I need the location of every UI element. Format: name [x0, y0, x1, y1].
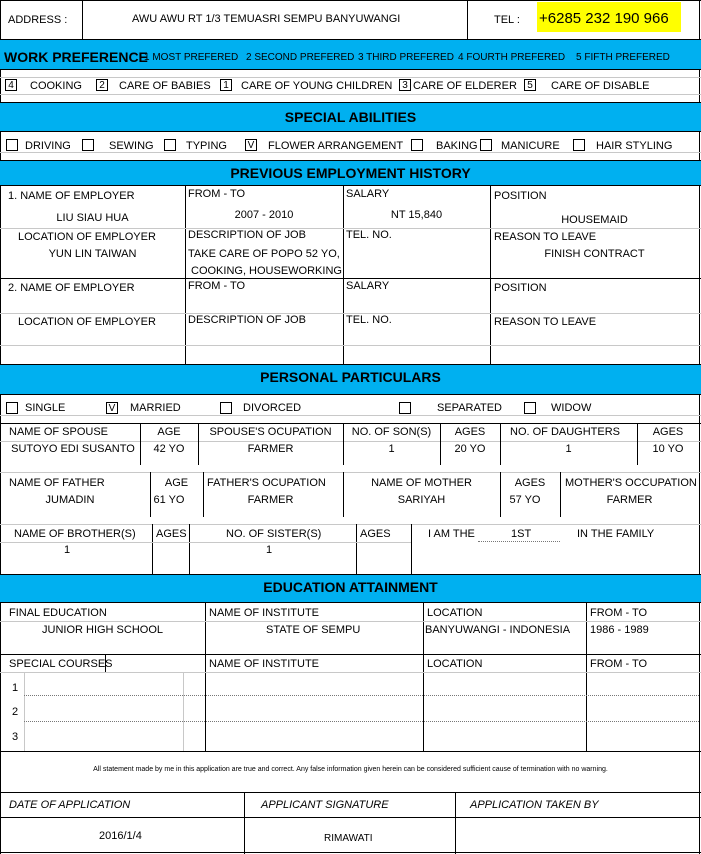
- h-position1: POSITION: [494, 190, 547, 202]
- h-mother: NAME OF MOTHER: [371, 477, 472, 489]
- divorced-checkbox[interactable]: [220, 402, 232, 414]
- from-to1-value: 2007 - 2010: [234, 209, 294, 221]
- father-age-value: 61 YO: [153, 494, 185, 506]
- spouse-age-value: 42 YO: [153, 443, 185, 455]
- legend-4: 4 FOURTH PREFERED: [458, 52, 566, 63]
- h-date: DATE OF APPLICATION: [9, 799, 131, 811]
- legend-3: 3 THIRD PREFERED: [358, 52, 454, 63]
- daughters-ages-value: 10 YO: [652, 443, 684, 455]
- location1-value: YUN LIN TAIWAN: [48, 248, 137, 260]
- typing-checkbox[interactable]: [164, 139, 176, 151]
- h-location1: LOCATION: [427, 607, 483, 619]
- pref-disable-box[interactable]: 5: [524, 79, 536, 91]
- flower-checkbox[interactable]: V: [245, 139, 257, 151]
- pref-children-box[interactable]: 1: [220, 79, 232, 91]
- from-to-edu-value: 1986 - 1989: [590, 624, 649, 636]
- brothers-value: 1: [64, 544, 71, 556]
- h-location2: LOCATION OF EMPLOYER: [18, 316, 156, 328]
- single-checkbox[interactable]: [6, 402, 18, 414]
- h-daughters-ages: AGES: [652, 426, 684, 438]
- salary1-value: NT 15,840: [390, 209, 443, 221]
- h-final-education: FINAL EDUCATION: [9, 607, 107, 619]
- course-row-2: 2: [12, 706, 19, 718]
- pref-cooking-label: COOKING: [30, 80, 82, 92]
- h-location1: LOCATION OF EMPLOYER: [18, 231, 156, 243]
- typing-label: TYPING: [186, 140, 227, 152]
- h-reason2: REASON TO LEAVE: [494, 316, 597, 328]
- sons-value: 1: [388, 443, 395, 455]
- hair-checkbox[interactable]: [573, 139, 585, 151]
- widow-checkbox[interactable]: [524, 402, 536, 414]
- manicure-checkbox[interactable]: [480, 139, 492, 151]
- h-tel2: TEL. NO.: [346, 314, 392, 326]
- course-row-1: 1: [12, 682, 19, 694]
- baking-checkbox[interactable]: [411, 139, 423, 151]
- h-from-to-edu1: FROM - TO: [590, 607, 648, 619]
- address-value: AWU AWU RT 1/3 TEMUASRI SEMPU BANYUWANGI: [132, 13, 401, 25]
- h-sons: NO. OF SON(S): [351, 426, 432, 438]
- pref-babies-label: CARE OF BABIES: [119, 80, 211, 92]
- h-salary1: SALARY: [346, 188, 390, 200]
- separated-label: SEPARATED: [437, 402, 502, 414]
- signature-value: RIMAWATI: [324, 833, 373, 844]
- legend-5: 5 FIFTH PREFERED: [576, 52, 670, 63]
- single-label: SINGLE: [25, 402, 66, 414]
- driving-label: DRIVING: [25, 140, 71, 152]
- h-father-occ: FATHER'S OCUPATION: [207, 477, 326, 489]
- sewing-label: SEWING: [109, 140, 154, 152]
- pref-babies-box[interactable]: 2: [96, 79, 108, 91]
- statement-text: All statement made by me in this application are true and correct. Any false information given herein can be considered sufficient cause of termination with no warning.: [93, 766, 608, 773]
- pref-elderer-box[interactable]: 3: [399, 79, 411, 91]
- h-from-to2: FROM - TO: [188, 280, 246, 292]
- h-brothers-ages: AGES: [156, 528, 187, 540]
- reason1-value: FINISH CONTRACT: [544, 248, 645, 260]
- father-occ-value: FARMER: [247, 494, 294, 506]
- pref-disable-label: CARE OF DISABLE: [551, 80, 650, 92]
- married-checkbox[interactable]: V: [106, 402, 118, 414]
- sewing-checkbox[interactable]: [82, 139, 94, 151]
- employer1-value: LIU SIAU HUA: [56, 212, 129, 224]
- desc1-line2: COOKING, HOUSEWORKING: [191, 265, 342, 277]
- special-abilities-title: SPECIAL ABILITIES: [284, 109, 417, 125]
- family-position-value: 1ST: [511, 528, 532, 540]
- legend-1: 1 MOST PREFERED: [144, 52, 239, 63]
- h-tel1: TEL. NO.: [346, 229, 392, 241]
- location-value: BANYUWANGI - INDONESIA: [425, 624, 571, 636]
- sisters-value: 1: [266, 544, 273, 556]
- tel-value: +6285 232 190 966: [539, 10, 669, 27]
- h-brothers: NAME OF BROTHER(S): [14, 528, 136, 540]
- spouse-value: SUTOYO EDI SUSANTO: [11, 443, 135, 455]
- mother-age-value: 57 YO: [509, 494, 541, 506]
- work-preference-title: WORK PREFERENCE: [4, 49, 148, 65]
- h-desc1: DESCRIPTION OF JOB: [188, 229, 306, 241]
- desc1-line1: TAKE CARE OF POPO 52 YO,: [188, 248, 340, 260]
- mother-occ-value: FARMER: [606, 494, 653, 506]
- driving-checkbox[interactable]: [6, 139, 18, 151]
- married-label: MARRIED: [130, 402, 181, 414]
- h-mother-ages: AGES: [514, 477, 546, 489]
- employment-title: PREVIOUS EMPLOYMENT HISTORY: [230, 165, 471, 181]
- h-position2: POSITION: [494, 282, 547, 294]
- personal-title: PERSONAL PARTICULARS: [260, 369, 441, 385]
- education-title: EDUCATION ATTAINMENT: [263, 579, 438, 595]
- pref-children-label: CARE OF YOUNG CHILDREN: [241, 80, 393, 92]
- h-institute1: NAME OF INSTITUTE: [209, 607, 319, 619]
- baking-label: BAKING: [436, 140, 478, 152]
- in-family-label: IN THE FAMILY: [577, 528, 655, 540]
- h-sons-ages: AGES: [454, 426, 486, 438]
- separated-checkbox[interactable]: [399, 402, 411, 414]
- institute-value: STATE OF SEMPU: [266, 624, 361, 636]
- h-daughters: NO. OF DAUGHTERS: [510, 426, 621, 438]
- daughters-value: 1: [565, 443, 572, 455]
- h-signature: APPLICANT SIGNATURE: [261, 799, 389, 811]
- h-spouse-occ: SPOUSE'S OCUPATION: [209, 426, 332, 438]
- h-sisters-ages: AGES: [360, 528, 391, 540]
- mother-value: SARIYAH: [397, 494, 446, 506]
- divorced-label: DIVORCED: [243, 402, 302, 414]
- h-institute2: NAME OF INSTITUTE: [209, 658, 319, 670]
- spouse-occ-value: FARMER: [247, 443, 294, 455]
- legend-2: 2 SECOND PREFERED: [246, 52, 355, 63]
- date-value: 2016/1/4: [99, 830, 142, 842]
- h-sisters: NO. OF SISTER(S): [226, 528, 322, 540]
- pref-elderer-label: CARE OF ELDERER: [413, 80, 517, 92]
- h-location2: LOCATION: [427, 658, 483, 670]
- flower-label: FLOWER ARRANGEMENT: [268, 140, 404, 152]
- h-father: NAME OF FATHER: [9, 477, 105, 489]
- h-spouse: NAME OF SPOUSE: [9, 426, 109, 438]
- father-value: JUMADIN: [45, 494, 95, 506]
- i-am-label: I AM THE: [428, 528, 475, 540]
- h-father-age: AGE: [164, 477, 189, 489]
- hair-label: HAIR STYLING: [596, 140, 673, 152]
- h-salary2: SALARY: [346, 280, 390, 292]
- manicure-label: MANICURE: [501, 140, 560, 152]
- h-from-to-edu2: FROM - TO: [590, 658, 648, 670]
- position1-value: HOUSEMAID: [561, 214, 628, 226]
- h-special-courses: SPECIAL COURSES: [9, 658, 113, 670]
- h-employer2: 2. NAME OF EMPLOYER: [8, 282, 135, 294]
- h-spouse-age: AGE: [157, 426, 181, 438]
- h-employer1: 1. NAME OF EMPLOYER: [8, 190, 135, 202]
- h-from-to1: FROM - TO: [188, 188, 246, 200]
- course-row-3: 3: [12, 731, 19, 743]
- h-reason1: REASON TO LEAVE: [494, 231, 597, 243]
- final-education-value: JUNIOR HIGH SCHOOL: [42, 624, 164, 636]
- h-taken-by: APPLICATION TAKEN BY: [470, 799, 599, 811]
- address-label: ADDRESS :: [8, 14, 68, 26]
- tel-label: TEL :: [494, 14, 520, 26]
- sons-ages-value: 20 YO: [454, 443, 486, 455]
- h-desc2: DESCRIPTION OF JOB: [188, 314, 306, 326]
- h-mother-occ: MOTHER'S OCCUPATION: [565, 477, 697, 489]
- pref-cooking-box[interactable]: 4: [5, 79, 17, 91]
- widow-label: WIDOW: [551, 402, 592, 414]
